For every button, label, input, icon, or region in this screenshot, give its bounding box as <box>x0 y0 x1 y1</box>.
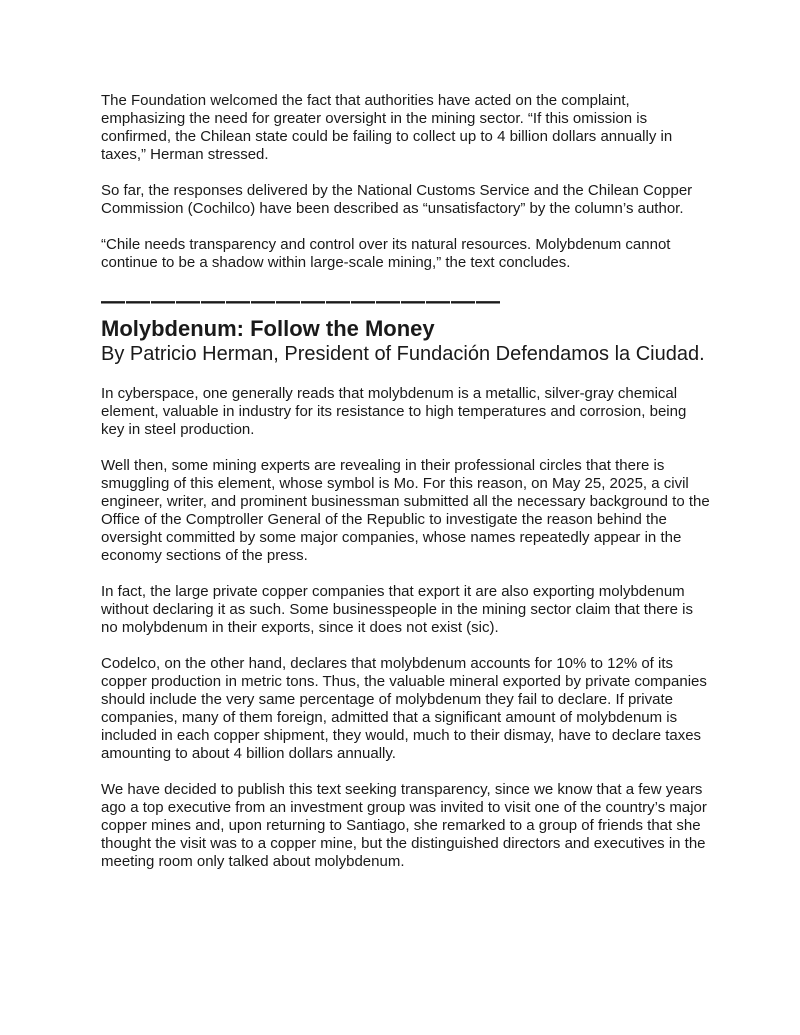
article-paragraph-2: Well then, some mining experts are revealing in their professional circles that there is smuggling of this element, whose symbol is Mo. For this reason, on May 25, 2025, a civil engineer, writer, and prominent businessman submitted all the necessary background to the Office of the Comptroller General of the Republic to investigate the reason behind the oversight committed by some major companies, whose names repeatedly appear in the economy sections of the press. <box>101 457 710 564</box>
article-paragraph-5: We have decided to publish this text seeking transparency, since we know that a few years ago a top executive from an investment group was invited to visit one of the country’s major copper mines and, upon returning to Santiago, she remarked to a group of friends that she thought the visit was to a copper mine, but the distinguished directors and executives in the meeting room only talked about molybdenum. <box>101 781 707 870</box>
article-byline: By Patricio Herman, President of Fundación Defendamos la Ciudad. <box>101 343 705 365</box>
article-paragraph-4: Codelco, on the other hand, declares that molybdenum accounts for 10% to 12% of its copper production in metric tons. Thus, the valuable mineral exported by private companies should include the very same percentage of molybdenum they fail to declare. If private companies, many of them foreign, admitted that a significant amount of molybdenum is included in each copper shipment, they would, much to their dismay, have to declare taxes amounting to about 4 billion dollars annually. <box>101 655 707 762</box>
document-page <box>101 92 711 889</box>
intro-paragraph-1: The Foundation welcomed the fact that authorities have acted on the complaint, emphasizing the need for greater oversight in the mining sector. “If this omission is confirmed, the Chilean state could be failing to collect up to 4 billion dollars annually in taxes,” Herman stressed. <box>101 92 673 163</box>
intro-paragraph-2: So far, the responses delivered by the National Customs Service and the Chilean Copper Commission (Cochilco) have been described as “unsatisfactory” by the column’s author. <box>101 182 693 217</box>
section-divider: ———————————————— <box>101 288 501 315</box>
article-paragraph-1: In cyberspace, one generally reads that molybdenum is a metallic, silver-gray chemical element, valuable in industry for its resistance to high temperatures and corrosion, being key in steel production. <box>101 385 687 438</box>
article-paragraph-3: In fact, the large private copper companies that export it are also exporting molybdenum without declaring it as such. Some businesspeople in the mining sector claim that there is no molybdenum in their exports, since it does not exist (sic). <box>101 583 693 636</box>
intro-paragraph-3: “Chile needs transparency and control over its natural resources. Molybdenum cannot continue to be a shadow within large-scale mining,” the text concludes. <box>101 236 671 271</box>
article-title: Molybdenum: Follow the Money <box>101 316 435 341</box>
